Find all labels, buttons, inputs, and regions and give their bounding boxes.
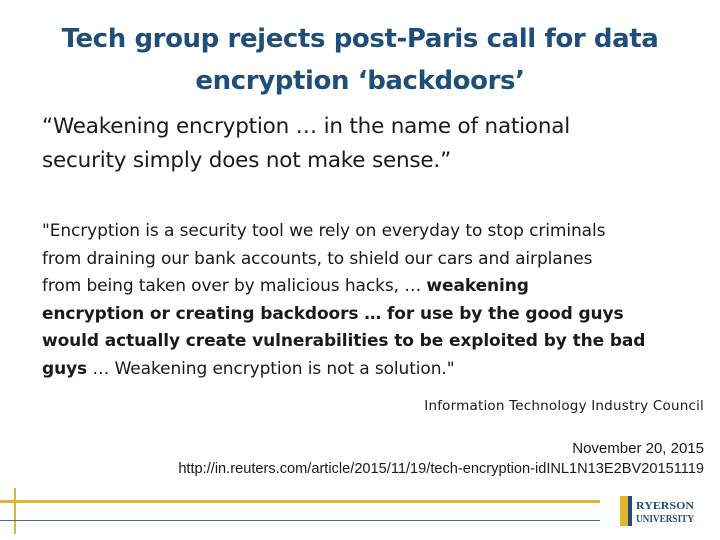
footer-blue-rule	[0, 520, 600, 521]
body-quote-line-5-bold: would actually create vulnerabilities to be exploited by the bad	[42, 331, 646, 352]
source-attribution: Information Technology Industry Council	[424, 398, 704, 414]
body-quote-line-5	[42, 328, 702, 356]
body-quote-line-3-plain: from being taken over by malicious hacks, …	[42, 276, 427, 297]
logo-gold-block	[620, 496, 628, 526]
logo-text-line-2: UNIVERSITY	[636, 514, 695, 525]
footer-gold-rule	[0, 500, 600, 503]
body-quote-line-4	[42, 301, 702, 329]
slide-title-line-2: encryption ‘backdoors’	[195, 66, 525, 96]
slide-title	[20, 18, 700, 102]
body-quote-line-6-plain: … Weakening encryption is not a solution."	[87, 358, 455, 379]
main-quote-line-1: “Weakening encryption … in the name of national	[42, 114, 571, 139]
slide-title-line-1: Tech group rejects post-Paris call for data	[61, 24, 659, 54]
source-url: http://in.reuters.com/article/2015/11/19/tech-encryption-idINL1N13E2BV20151119	[178, 461, 704, 477]
body-quote-line-2: from draining our bank accounts, to shield our cars and airplanes	[42, 248, 593, 269]
body-quote-line-3	[42, 273, 702, 301]
logo-text-line-1: RYERSON	[636, 501, 695, 512]
body-quote-line-3-bold: weakening	[426, 276, 529, 297]
body-quote-line-4-bold: encryption or creating backdoors … for use by the good guys	[42, 303, 624, 324]
body-quote-line-6-bold: guys	[42, 358, 88, 379]
logo-blue-block	[628, 496, 632, 526]
body-quote-line-1: "Encryption is a security tool we rely on everyday to stop criminals	[42, 221, 606, 241]
ryerson-university-logo	[620, 492, 700, 532]
body-quote-line-6	[42, 356, 702, 384]
footer-accent-tick	[14, 488, 16, 534]
main-quote	[42, 110, 682, 178]
body-quote	[42, 218, 702, 384]
publication-date: November 20, 2015	[572, 440, 704, 457]
main-quote-line-2: security simply does not make sense.”	[42, 148, 452, 173]
